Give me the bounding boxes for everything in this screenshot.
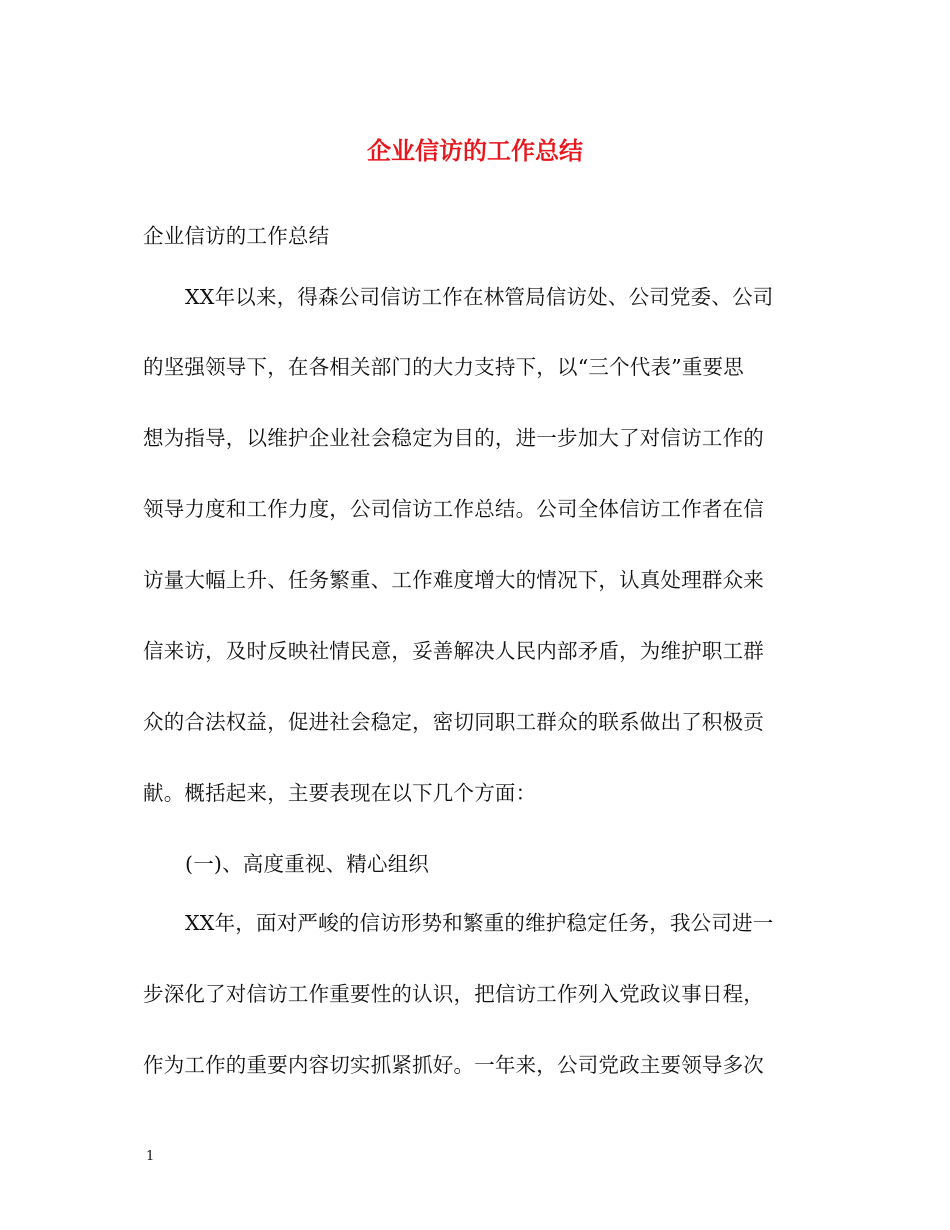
paragraph-line: 作为工作的重要内容切实抓紧抓好。一年来，公司党政主要领导多次 [143, 1053, 764, 1077]
page-number: 1 [146, 1149, 155, 1164]
paragraph-line: 想为指导，以维护企业社会稳定为目的，进一步加大了对信访工作的 [143, 426, 764, 450]
section-heading: (一)、高度重视、精心组织 [185, 852, 430, 876]
paragraph-line: 步深化了对信访工作重要性的认识，把信访工作列入党政议事日程， [143, 982, 764, 1006]
paragraph-line: 信来访，及时反映社情民意，妥善解决人民内部矛盾，为维护职工群 [143, 639, 764, 663]
paragraph-line: 献。概括起来，主要表现在以下几个方面： [143, 781, 537, 805]
document-title: 企业信访的工作总结 [367, 136, 583, 165]
paragraph-line: 领导力度和工作力度，公司信访工作总结。公司全体信访工作者在信 [143, 497, 764, 521]
paragraph-line: XX年，面对严峻的信访形势和繁重的维护稳定任务，我公司进一 [185, 911, 774, 935]
subtitle-line: 企业信访的工作总结 [143, 224, 330, 248]
paragraph-line: 众的合法权益，促进社会稳定，密切同职工群众的联系做出了积极贡 [143, 710, 764, 734]
paragraph-line: 的坚强领导下，在各相关部门的大力支持下，以“三个代表”重要思 [143, 355, 744, 379]
paragraph-line: 访量大幅上升、任务繁重、工作难度增大的情况下，认真处理群众来 [143, 568, 764, 592]
paragraph-line: XX年以来，得森公司信访工作在林管局信访处、公司党委、公司 [185, 285, 774, 309]
